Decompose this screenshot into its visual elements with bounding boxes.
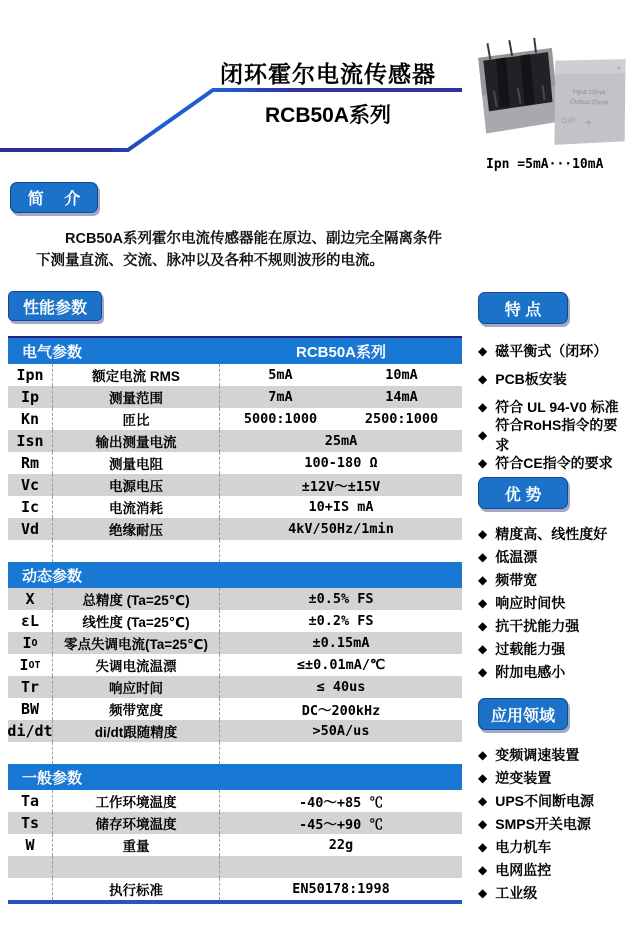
param-values bbox=[220, 698, 462, 720]
param-value: 100-180 Ω bbox=[304, 455, 378, 471]
ipn-range-label: Ipn =5mA···10mA bbox=[486, 157, 604, 172]
list-item-label: 电网监控 bbox=[495, 861, 552, 878]
param-value: ±0.5% FS bbox=[308, 591, 374, 607]
table-row bbox=[8, 452, 462, 474]
applications-section-badge: 应用领域 bbox=[478, 698, 568, 730]
diamond-bullet-icon: ◆ bbox=[478, 428, 488, 442]
param-value: 5000:1000 bbox=[243, 411, 318, 427]
param-values bbox=[220, 676, 462, 698]
param-label: 额定电流 RMS bbox=[53, 364, 220, 386]
param-value: -40～+85 ℃ bbox=[299, 795, 383, 811]
param-values bbox=[220, 452, 462, 474]
diamond-bullet-icon: ◆ bbox=[478, 770, 488, 785]
table-section-header: 一般参数 bbox=[8, 764, 462, 790]
list-item bbox=[478, 743, 628, 766]
param-label: 执行标准 bbox=[53, 878, 220, 900]
list-item bbox=[478, 789, 628, 812]
param-value: -45～+90 ℃ bbox=[299, 817, 383, 833]
table-row bbox=[8, 518, 462, 540]
list-item bbox=[478, 545, 628, 568]
param-value: ±0.15mA bbox=[312, 635, 370, 651]
list-item bbox=[478, 660, 628, 683]
diamond-bullet-icon: ◆ bbox=[478, 595, 488, 610]
list-item bbox=[478, 591, 628, 614]
param-values bbox=[220, 632, 462, 654]
list-item bbox=[478, 337, 628, 365]
param-values bbox=[220, 856, 462, 878]
param-symbol: Ts bbox=[8, 812, 53, 834]
param-value: 25mA bbox=[324, 433, 358, 449]
param-label: 重量 bbox=[53, 834, 220, 856]
param-symbol: Ic bbox=[8, 496, 53, 518]
param-values bbox=[220, 408, 462, 430]
param-value: ≤ 40us bbox=[316, 679, 366, 695]
module-label-op: O/P bbox=[561, 116, 576, 126]
table-section-gap bbox=[8, 742, 462, 764]
param-value: 14mA bbox=[385, 389, 418, 405]
param-value: 2500:1000 bbox=[364, 411, 439, 427]
param-symbol: Ip bbox=[8, 386, 53, 408]
param-values bbox=[220, 812, 462, 834]
gap-cell bbox=[53, 742, 220, 764]
sidebar-section-features bbox=[478, 292, 628, 477]
list-item bbox=[478, 766, 628, 789]
list-item-label: 精度高、线性度好 bbox=[495, 525, 608, 542]
param-label: 电流消耗 bbox=[53, 496, 220, 518]
param-label: 储存环境温度 bbox=[53, 812, 220, 834]
param-values bbox=[220, 588, 462, 610]
param-value: ≤±0.01mA/℃ bbox=[296, 657, 386, 673]
table-row bbox=[8, 408, 462, 430]
list-item bbox=[478, 417, 628, 453]
table-row bbox=[8, 698, 462, 720]
list-item bbox=[478, 637, 628, 660]
spec-table-header-right: RCB50A系列 bbox=[295, 343, 386, 361]
table-row bbox=[8, 632, 462, 654]
param-symbol: εL bbox=[8, 610, 53, 632]
intro-section-badge: 简 介 bbox=[10, 182, 98, 213]
table-row bbox=[8, 878, 462, 900]
param-value: 10mA bbox=[385, 367, 418, 383]
diamond-bullet-icon: ◆ bbox=[478, 747, 488, 762]
param-value: 7mA bbox=[268, 389, 293, 405]
list-item bbox=[478, 858, 628, 881]
table-row bbox=[8, 588, 462, 610]
list-item bbox=[478, 881, 628, 904]
param-symbol: Ipn bbox=[8, 364, 53, 386]
page-title: 闭环霍尔电流传感器 bbox=[220, 61, 436, 87]
list-item bbox=[478, 449, 628, 477]
gap-cell bbox=[220, 540, 462, 562]
list-item-label: 符合CE指令的要求 bbox=[495, 455, 613, 471]
list-item-label: 抗干扰能力强 bbox=[495, 617, 580, 634]
list-item-label: 符合 UL 94-V0 标准 bbox=[495, 399, 619, 415]
param-label: 输出测量电流 bbox=[53, 430, 220, 452]
diamond-bullet-icon: ◆ bbox=[478, 641, 488, 656]
param-values bbox=[220, 364, 462, 386]
list-item bbox=[478, 812, 628, 835]
param-values bbox=[220, 474, 462, 496]
param-symbol: BW bbox=[8, 698, 53, 720]
param-values bbox=[220, 878, 462, 900]
gap-cell bbox=[220, 742, 462, 764]
spec-table bbox=[8, 336, 462, 904]
param-symbol: I OT bbox=[8, 654, 53, 676]
svg-text:+: + bbox=[616, 62, 622, 74]
list-item-label: 逆变装置 bbox=[495, 769, 552, 786]
param-symbol: Vd bbox=[8, 518, 53, 540]
param-values bbox=[220, 386, 462, 408]
diamond-bullet-icon: ◆ bbox=[478, 816, 488, 831]
param-values bbox=[220, 430, 462, 452]
list-item-label: 工业级 bbox=[495, 884, 538, 901]
param-value bbox=[220, 856, 462, 878]
param-value: 4kV/50Hz/1min bbox=[288, 521, 394, 537]
param-label: 总精度 (Ta=25℃) bbox=[53, 588, 220, 610]
param-values bbox=[220, 496, 462, 518]
list-item bbox=[478, 365, 628, 393]
table-row bbox=[8, 856, 462, 878]
diamond-bullet-icon: ◆ bbox=[478, 664, 488, 679]
spec-table-header-left: 电气参数 bbox=[22, 343, 83, 361]
param-values bbox=[220, 518, 462, 540]
diamond-bullet-icon: ◆ bbox=[478, 456, 488, 470]
list-item bbox=[478, 835, 628, 858]
sidebar-section-advantages bbox=[478, 477, 628, 683]
module-label-output: Output:25mA bbox=[569, 98, 609, 107]
advantages-section-badge: 优 势 bbox=[478, 477, 568, 509]
gap-cell bbox=[8, 540, 53, 562]
table-row bbox=[8, 720, 462, 742]
spec-table-body bbox=[8, 364, 462, 900]
list-item bbox=[478, 522, 628, 545]
param-value: 5mA bbox=[268, 367, 293, 383]
diamond-bullet-icon: ◆ bbox=[478, 372, 488, 386]
param-values bbox=[220, 834, 462, 856]
features-list bbox=[478, 337, 628, 477]
param-values bbox=[220, 790, 462, 812]
list-item bbox=[478, 614, 628, 637]
table-row bbox=[8, 676, 462, 698]
table-row bbox=[8, 834, 462, 856]
diamond-bullet-icon: ◆ bbox=[478, 572, 488, 587]
param-label: 失调电流温漂 bbox=[53, 654, 220, 676]
module-label-input: Input:10mA bbox=[572, 88, 606, 97]
product-photo bbox=[474, 32, 628, 154]
param-values bbox=[220, 610, 462, 632]
param-value: ±0.2% FS bbox=[308, 613, 374, 629]
features-section-badge: 特 点 bbox=[478, 292, 568, 324]
diamond-bullet-icon: ◆ bbox=[478, 549, 488, 564]
gap-cell bbox=[8, 742, 53, 764]
param-symbol bbox=[8, 878, 53, 900]
list-item-label: 低温漂 bbox=[495, 548, 538, 565]
param-label: 零点失调电流(Ta=25℃) bbox=[53, 632, 220, 654]
param-label: 电源电压 bbox=[53, 474, 220, 496]
param-label: 频带宽度 bbox=[53, 698, 220, 720]
table-row bbox=[8, 430, 462, 452]
svg-text:+: + bbox=[585, 116, 592, 130]
diamond-bullet-icon: ◆ bbox=[478, 793, 488, 808]
sensor-module-open bbox=[477, 37, 560, 134]
sidebar-section-applications bbox=[478, 698, 628, 904]
list-item-label: 磁平衡式（闭环） bbox=[495, 343, 608, 359]
param-symbol: Rm bbox=[8, 452, 53, 474]
table-row bbox=[8, 812, 462, 834]
param-symbol: X bbox=[8, 588, 53, 610]
list-item-label: 过载能力强 bbox=[495, 640, 566, 657]
table-section-header: 动态参数 bbox=[8, 562, 462, 588]
advantages-list bbox=[478, 522, 628, 683]
param-values bbox=[220, 720, 462, 742]
param-value: >50A/us bbox=[312, 723, 370, 739]
list-item-label: 符合RoHS指令的要求 bbox=[495, 417, 618, 453]
table-row bbox=[8, 654, 462, 676]
diamond-bullet-icon: ◆ bbox=[478, 526, 488, 541]
param-label: 测量电阻 bbox=[53, 452, 220, 474]
diamond-bullet-icon: ◆ bbox=[478, 862, 488, 877]
applications-list bbox=[478, 743, 628, 904]
param-label bbox=[53, 856, 220, 878]
param-symbol: W bbox=[8, 834, 53, 856]
table-row bbox=[8, 386, 462, 408]
list-item bbox=[478, 568, 628, 591]
param-label: 测量范围 bbox=[53, 386, 220, 408]
param-symbol: Kn bbox=[8, 408, 53, 430]
performance-section-badge: 性能参数 bbox=[8, 291, 102, 321]
list-item-label: PCB板安装 bbox=[495, 371, 567, 387]
diamond-bullet-icon: ◆ bbox=[478, 839, 488, 854]
diamond-bullet-icon: ◆ bbox=[478, 344, 488, 358]
param-symbol bbox=[8, 856, 53, 878]
list-item-label: 频带宽 bbox=[495, 571, 538, 588]
gap-cell bbox=[53, 540, 220, 562]
table-row bbox=[8, 474, 462, 496]
param-value: ±12V～±15V bbox=[301, 479, 381, 495]
param-symbol: Ta bbox=[8, 790, 53, 812]
diamond-bullet-icon: ◆ bbox=[478, 400, 488, 414]
sensor-module-case bbox=[552, 57, 627, 147]
param-symbol: Tr bbox=[8, 676, 53, 698]
param-symbol: Vc bbox=[8, 474, 53, 496]
param-value: DC～200kHz bbox=[301, 703, 381, 719]
param-symbol: I O bbox=[8, 632, 53, 654]
series-title: RCB50A系列 bbox=[264, 104, 392, 127]
table-row bbox=[8, 496, 462, 518]
intro-paragraph: RCB50A系列霍尔电流传感器能在原边、副边完全隔离条件下测量直流、交流、脉冲以及各种不规则波形的电流。 bbox=[36, 231, 443, 269]
param-value: EN50178:1998 bbox=[292, 881, 390, 897]
param-symbol: di/dt bbox=[7, 722, 53, 740]
spec-table-header bbox=[8, 338, 462, 364]
table-section-gap bbox=[8, 540, 462, 562]
param-symbol: Isn bbox=[8, 430, 53, 452]
param-label: 绝缘耐压 bbox=[53, 518, 220, 540]
table-row bbox=[8, 610, 462, 632]
param-value: 10+IS mA bbox=[308, 499, 374, 515]
list-item-label: 响应时间快 bbox=[495, 594, 566, 611]
diamond-bullet-icon: ◆ bbox=[478, 618, 488, 633]
param-label: 工作环境温度 bbox=[53, 790, 220, 812]
list-item-label: 变频调速装置 bbox=[495, 746, 580, 763]
param-label: 线性度 (Ta=25℃) bbox=[53, 610, 220, 632]
table-row bbox=[8, 364, 462, 386]
list-item-label: UPS不间断电源 bbox=[495, 792, 595, 809]
param-label: 响应时间 bbox=[53, 676, 220, 698]
param-value: 22g bbox=[328, 837, 354, 853]
param-label: di/dt跟随精度 bbox=[53, 720, 220, 742]
list-item-label: SMPS开关电源 bbox=[495, 815, 591, 832]
list-item-label: 电力机车 bbox=[495, 838, 552, 855]
param-label: 匝比 bbox=[53, 408, 220, 430]
diamond-bullet-icon: ◆ bbox=[478, 885, 488, 900]
param-values bbox=[220, 654, 462, 676]
table-row bbox=[8, 790, 462, 812]
list-item-label: 附加电感小 bbox=[495, 663, 566, 680]
